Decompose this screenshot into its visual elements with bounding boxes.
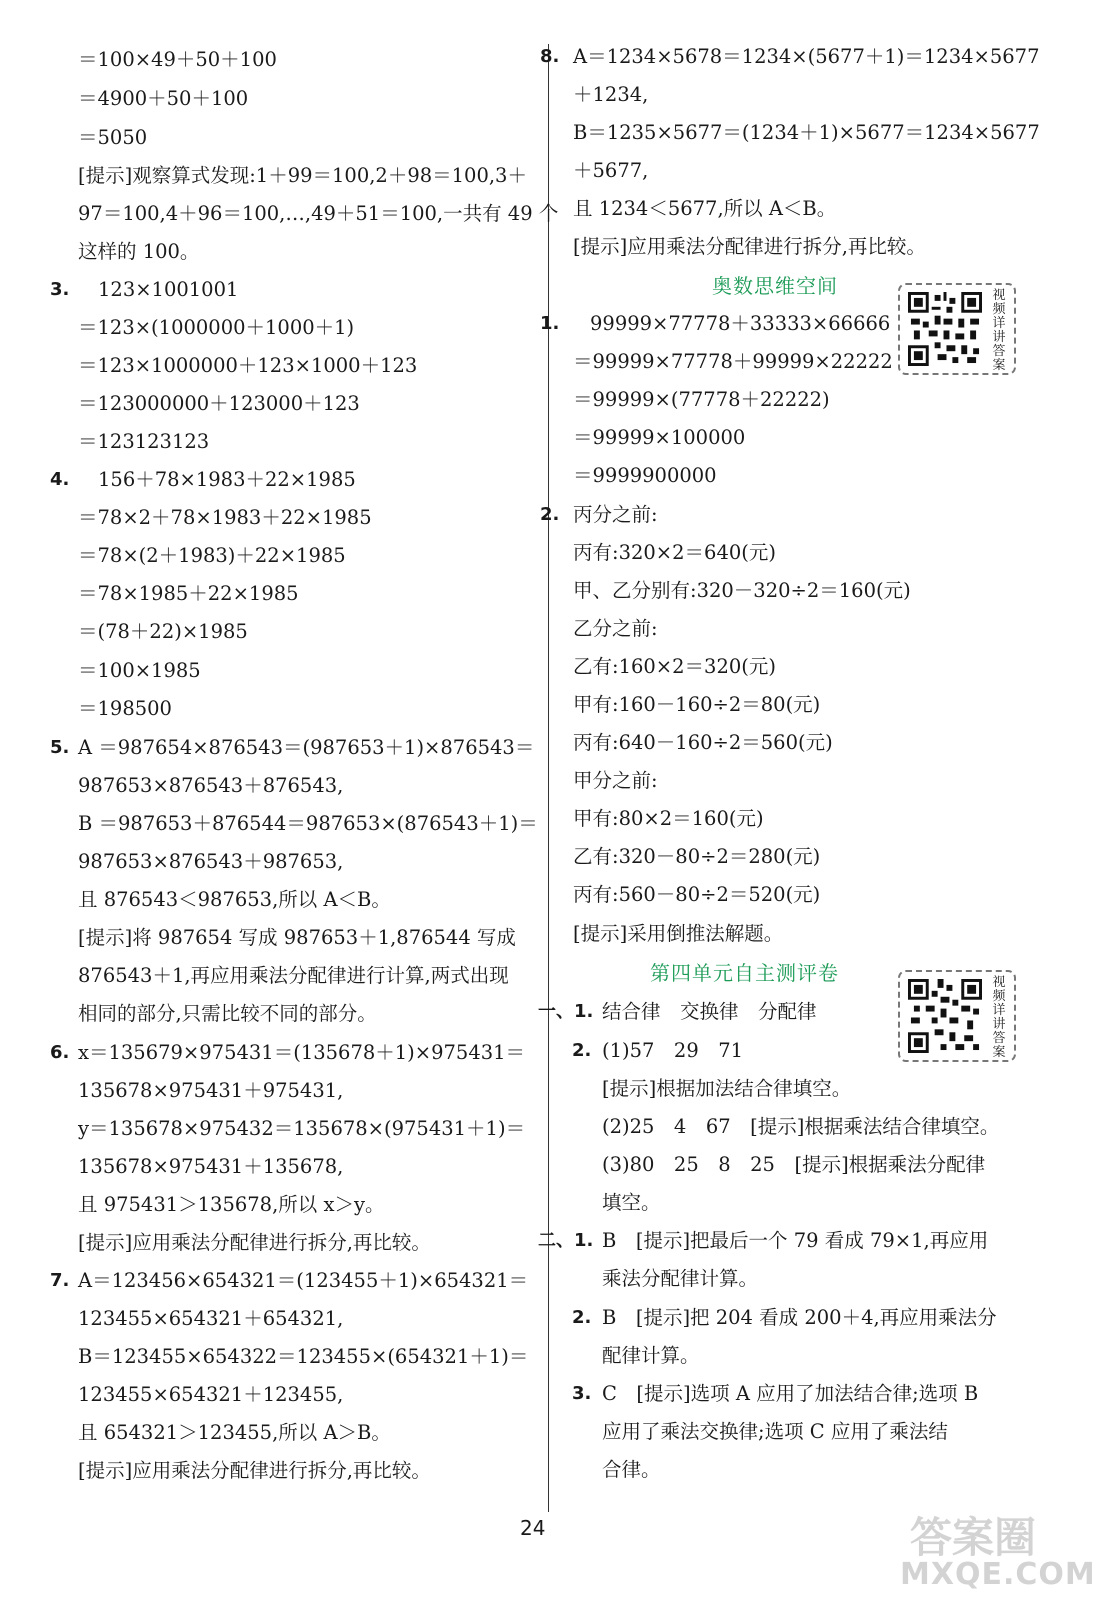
text-line: 156＋78×1983＋22×1985	[98, 468, 356, 491]
text-line: ＋1234,	[573, 83, 649, 106]
text-line: A＝123456×654321＝(123455＋1)×654321＝	[78, 1269, 529, 1292]
text-line: ＝123000000＋123000＋123	[78, 392, 360, 415]
text-line: ＝9999900000	[573, 464, 717, 487]
qr-label: 视频详讲答案	[992, 288, 1006, 373]
text-line: 135678×975431＋135678,	[78, 1155, 344, 1178]
text-line: ＝99999×100000	[573, 426, 746, 449]
text-line: 应用了乘法交换律;选项 C 应用了乘法结	[602, 1420, 948, 1443]
text-line: ＝198500	[78, 697, 172, 720]
hint-line: [提示]应用乘法分配律进行拆分,再比较。	[78, 1231, 431, 1254]
text-line: 99999×77778＋33333×66666	[590, 312, 891, 335]
column-divider	[548, 44, 549, 1512]
text-line: B [提示]把 204 看成 200＋4,再应用乘法分	[602, 1306, 997, 1329]
text-line: 配律计算。	[602, 1344, 700, 1367]
qr-box[interactable]	[898, 970, 1016, 1062]
text-line: ＝100×49＋50＋100	[78, 48, 277, 71]
text-line: 123455×654321＋654321,	[78, 1307, 344, 1330]
watermark-chars: 答案圈	[910, 1513, 1037, 1562]
text-line: 这样的 100。	[78, 240, 200, 263]
page-number: 24	[520, 1516, 546, 1540]
text-line: 乙分之前:	[573, 617, 658, 640]
text-line: 123455×654321＋123455,	[78, 1383, 344, 1406]
text-line: ＝78×(2＋1983)＋22×1985	[78, 544, 346, 567]
watermark-logo	[900, 1505, 1096, 1595]
question-number: 1.	[540, 313, 560, 334]
hint-line: [提示]应用乘法分配律进行拆分,再比较。	[78, 1459, 431, 1482]
text-line: 987653×876543＋987653,	[78, 850, 344, 873]
text-line: B＝1235×5677＝(1234＋1)×5677＝1234×5677	[573, 121, 1040, 144]
question-number: 6.	[50, 1042, 70, 1063]
text-line: 丙有:640－160÷2＝560(元)	[573, 731, 833, 754]
text-line: ＝5050	[78, 126, 148, 149]
text-line: 丙有:560－80÷2＝520(元)	[573, 883, 821, 906]
text-line: 甲有:160－160÷2＝80(元)	[573, 693, 821, 716]
text-line: ＝78×1985＋22×1985	[78, 582, 299, 605]
text-line: 甲、乙分别有:320－320÷2＝160(元)	[573, 579, 911, 602]
text-line: 且 876543＜987653,所以 A＜B。	[78, 888, 391, 911]
section-title: 奥数思维空间	[712, 274, 838, 298]
text-line: ＝123123123	[78, 430, 210, 453]
text-line: B＝123455×654322＝123455×(654321＋1)＝	[78, 1345, 529, 1368]
question-number: 4.	[50, 469, 70, 490]
text-line: B ＝987653＋876544＝987653×(876543＋1)＝	[78, 812, 538, 835]
text-line: 丙有:320×2＝640(元)	[573, 541, 776, 564]
hint-line: [提示]采用倒推法解题。	[573, 922, 784, 945]
text-line: A ＝987654×876543＝(987653＋1)×876543＝	[78, 736, 535, 759]
hint-line: [提示]观察算式发现:1＋99＝100,2＋98＝100,3＋	[78, 164, 527, 187]
qr-code-icon	[908, 292, 982, 366]
text-line: 135678×975431＋975431,	[78, 1079, 344, 1102]
question-number: 3.	[50, 279, 70, 300]
question-number: 2.	[572, 1040, 592, 1061]
text-line: 丙分之前:	[573, 503, 658, 526]
text-line: 甲分之前:	[573, 769, 658, 792]
text-line: y＝135678×975432＝135678×(975431＋1)＝	[78, 1117, 526, 1140]
text-line: 乙有:320－80÷2＝280(元)	[573, 845, 821, 868]
qr-label: 视频详讲答案	[992, 975, 1006, 1060]
text-line: 且 975431＞135678,所以 x＞y。	[78, 1193, 385, 1216]
hint-line: [提示]应用乘法分配律进行拆分,再比较。	[573, 235, 926, 258]
question-number: 二、1.	[538, 1230, 594, 1251]
question-number: 5.	[50, 737, 70, 758]
question-number: 7.	[50, 1270, 70, 1291]
qr-code-icon	[908, 979, 982, 1053]
text-line: 且 1234＜5677,所以 A＜B。	[573, 197, 837, 220]
text-line: 876543＋1,再应用乘法分配律进行计算,两式出现	[78, 964, 509, 987]
text-line: 123×1001001	[98, 278, 239, 301]
text-line: C [提示]选项 A 应用了加法结合律;选项 B	[602, 1382, 979, 1405]
text-line: ＝(78＋22)×1985	[78, 620, 248, 643]
text-line: B [提示]把最后一个 79 看成 79×1,再应用	[602, 1229, 989, 1252]
qr-box[interactable]	[898, 283, 1016, 375]
question-number: 2.	[572, 1307, 592, 1328]
text-line: ＝99999×(77778＋22222)	[573, 388, 830, 411]
text-line: 甲有:80×2＝160(元)	[573, 807, 764, 830]
text-line: 97＝100,4＋96＝100,…,49＋51＝100,一共有 49 个	[78, 202, 559, 225]
question-number: 8.	[540, 46, 560, 67]
text-line: ＝99999×77778＋99999×22222	[573, 350, 893, 373]
text-line: ＝123×(1000000＋1000＋1)	[78, 316, 355, 339]
text-line: 987653×876543＋876543,	[78, 774, 344, 797]
text-line: ＝78×2＋78×1983＋22×1985	[78, 506, 372, 529]
hint-line: [提示]根据加法结合律填空。	[602, 1077, 852, 1100]
hint-line: [提示]将 987654 写成 987653＋1,876544 写成	[78, 926, 516, 949]
text-line: 相同的部分,只需比较不同的部分。	[78, 1002, 377, 1025]
text-line: ＋5677,	[573, 159, 649, 182]
text-line: 合律。	[602, 1458, 661, 1481]
text-line: x＝135679×975431＝(135678＋1)×975431＝	[78, 1041, 526, 1064]
question-number: 一、1.	[538, 1001, 594, 1022]
text-line: 乘法分配律计算。	[602, 1267, 759, 1290]
text-line: 填空。	[602, 1191, 661, 1214]
text-line: ＝100×1985	[78, 659, 201, 682]
text-line: A＝1234×5678＝1234×(5677＋1)＝1234×5677	[573, 45, 1040, 68]
text-line: (3)80 25 8 25 [提示]根据乘法分配律	[602, 1153, 986, 1176]
text-line: 乙有:160×2＝320(元)	[573, 655, 776, 678]
text-line: (1)57 29 71	[602, 1039, 744, 1062]
text-line: (2)25 4 67 [提示]根据乘法结合律填空。	[602, 1115, 1000, 1138]
section-title: 第四单元自主测评卷	[650, 961, 839, 985]
text-line: 且 654321＞123455,所以 A＞B。	[78, 1421, 391, 1444]
text-line: ＝4900＋50＋100	[78, 87, 249, 110]
question-number: 3.	[572, 1383, 592, 1404]
text-line: ＝123×1000000＋123×1000＋123	[78, 354, 418, 377]
text-line: 结合律 交换律 分配律	[602, 1000, 817, 1023]
question-number: 2.	[540, 504, 560, 525]
watermark-url: MXQE.COM	[900, 1557, 1096, 1592]
